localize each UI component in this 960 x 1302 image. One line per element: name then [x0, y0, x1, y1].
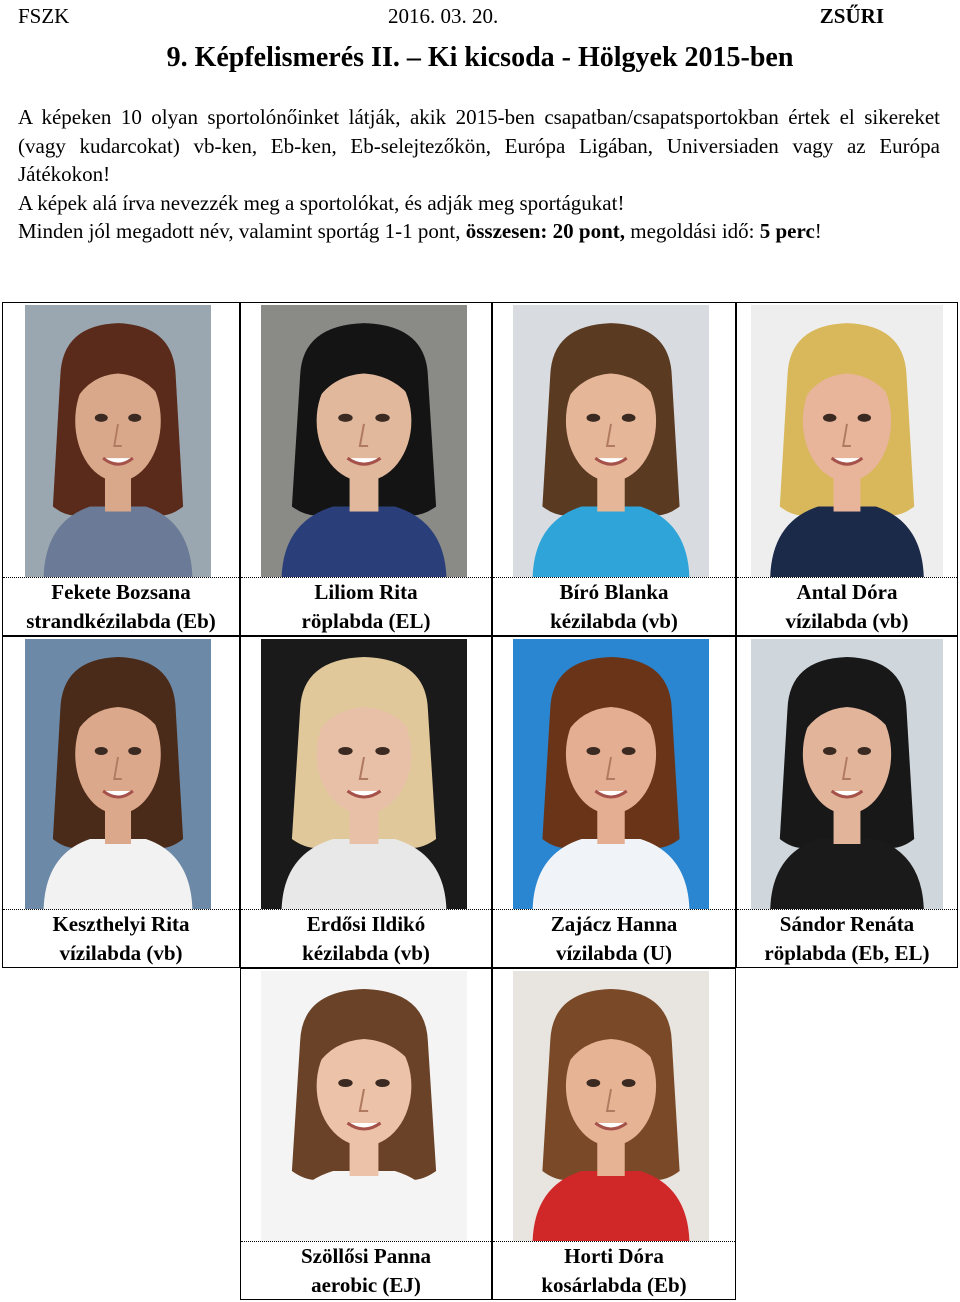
header-jury: ZSŰRI — [819, 4, 884, 28]
athlete-caption — [737, 909, 957, 970]
athlete-sport: vízilabda (vb) — [785, 609, 909, 633]
portrait-illustration — [513, 305, 709, 577]
athlete-card — [2, 636, 240, 968]
athlete-name: Bíró Blanka — [559, 580, 669, 604]
athlete-card — [492, 302, 736, 636]
portrait-illustration — [751, 305, 943, 577]
scoring-text: Minden jól megadott név, valamint sportág 1-1 pont, — [18, 219, 466, 243]
athlete-photo — [261, 971, 467, 1241]
athlete-caption — [493, 909, 735, 970]
portrait-illustration — [261, 971, 467, 1241]
athlete-name: Sándor Renáta — [779, 912, 915, 936]
athlete-photo — [25, 639, 211, 909]
intro-text — [18, 103, 940, 246]
athlete-sport: röplabda (Eb, EL) — [764, 941, 930, 965]
athlete-name: Zajácz Hanna — [550, 912, 678, 936]
header-org: FSZK — [18, 4, 70, 28]
athlete-sport: vízilabda (U) — [555, 941, 673, 965]
athlete-sport: strandkézilabda (Eb) — [26, 609, 216, 633]
portrait-illustration — [513, 639, 709, 909]
athlete-caption — [737, 577, 957, 638]
intro-paragraph-3: Minden jól megadott név, valamint sportág 1-1 pont, összesen: 20 pont, megoldási idő: 5 perc! — [18, 219, 822, 243]
intro-paragraph-2: A képek alá írva nevezzék meg a sportolókat, és adják meg sportágukat! — [18, 190, 625, 215]
athlete-card — [240, 636, 492, 968]
athlete-photo — [513, 971, 709, 1241]
athlete-card — [492, 636, 736, 968]
athlete-photo — [751, 639, 943, 909]
athlete-name: Szöllősi Panna — [300, 1244, 432, 1268]
portrait-illustration — [513, 971, 709, 1241]
athlete-photo — [751, 305, 943, 577]
page-title: 9. Képfelismerés II. – Ki kicsoda - Hölgyek 2015-ben — [166, 42, 794, 73]
athlete-card — [2, 302, 240, 636]
total-points: összesen: 20 pont, — [465, 219, 625, 243]
athlete-name: Fekete Bozsana — [51, 580, 191, 604]
athlete-photo — [513, 305, 709, 577]
portrait-illustration — [25, 639, 211, 909]
athlete-caption — [493, 1241, 735, 1302]
athlete-photo — [261, 305, 467, 577]
athlete-photo — [25, 305, 211, 577]
time-limit: 5 perc — [759, 219, 815, 243]
portrait-illustration — [751, 639, 943, 909]
athlete-caption — [241, 577, 491, 638]
intro-paragraph-1: A képeken 10 olyan sportolónőinket látják, akik 2015-ben csapatban/csapatsportokban értek el sikereket (vagy kudarcokat) vb-ken, Eb-ken, Eb-selejtezőkön, Európa Ligában, Universiaden vagy az Európa Játékokon! — [18, 105, 940, 186]
athlete-sport: kosárlabda (Eb) — [541, 1273, 687, 1297]
athlete-name: Erdősi Ildikó — [306, 912, 426, 936]
athlete-name: Liliom Rita — [314, 580, 418, 604]
athlete-caption — [3, 577, 239, 638]
header-date: 2016. 03. 20. — [388, 4, 499, 28]
portrait-illustration — [261, 305, 467, 577]
portrait-illustration — [261, 639, 467, 909]
athlete-card — [736, 302, 958, 636]
athlete-card — [492, 968, 736, 1300]
athlete-caption — [241, 909, 491, 970]
page-header — [18, 4, 884, 30]
athlete-card — [736, 636, 958, 968]
athlete-sport: kézilabda (vb) — [302, 941, 430, 965]
time-label: megoldási idő: — [625, 219, 760, 243]
athlete-sport: kézilabda (vb) — [550, 609, 678, 633]
athlete-caption — [493, 577, 735, 638]
athlete-photo — [261, 639, 467, 909]
athlete-sport: aerobic (EJ) — [311, 1273, 421, 1297]
portrait-illustration — [25, 305, 211, 577]
athlete-photo — [513, 639, 709, 909]
athlete-card — [240, 968, 492, 1300]
athlete-name: Horti Dóra — [564, 1244, 664, 1268]
athlete-caption — [241, 1241, 491, 1302]
athlete-sport: röplabda (EL) — [301, 609, 431, 633]
athlete-name: Antal Dóra — [796, 580, 898, 604]
athlete-caption — [3, 909, 239, 970]
athlete-name: Keszthelyi Rita — [52, 912, 190, 936]
athlete-sport: vízilabda (vb) — [59, 941, 183, 965]
athlete-card — [240, 302, 492, 636]
